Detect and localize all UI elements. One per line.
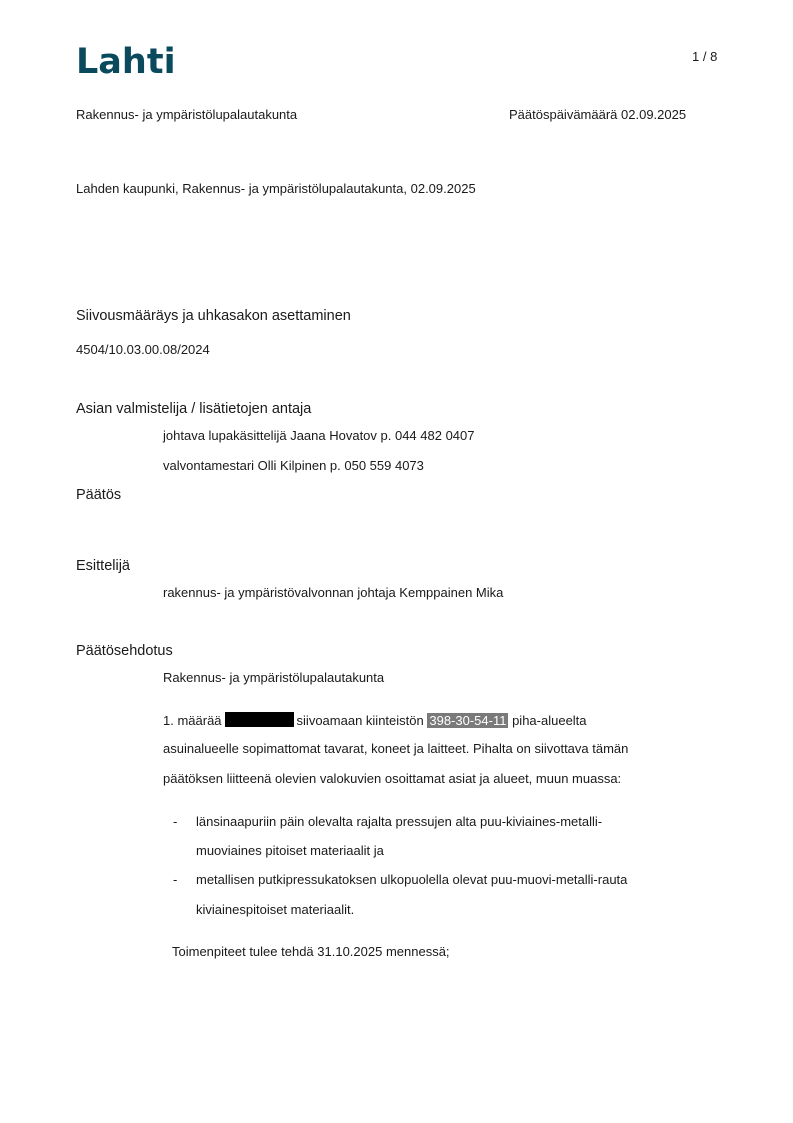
- redacted-name: [225, 712, 294, 727]
- preparer-2: valvontamestari Olli Kilpinen p. 050 559 4073: [163, 458, 424, 473]
- preparer-1: johtava lupakäsittelijä Jaana Hovatov p. 044 482 0407: [163, 428, 475, 443]
- preparer-heading: Asian valmistelija / lisätietojen antaja: [76, 401, 312, 417]
- presenter-heading: Esittelijä: [76, 558, 130, 574]
- record-number: 4504/10.03.00.08/2024: [76, 342, 210, 357]
- proposal-p1-start: 1. määrää: [163, 713, 222, 728]
- decision-heading: Päätös: [76, 487, 122, 503]
- proposal-paragraph-line-2: asuinalueelle sopimattomat tavarat, koneet ja laitteet. Pihalta on siivottava tämän: [163, 741, 629, 756]
- bullet-1-line-2: muoviaines pitoiset materiaalit ja: [196, 843, 384, 858]
- bullet-dash-1: -: [173, 814, 178, 829]
- bullet-2-line-1: metallisen putkipressukatoksen ulkopuolella olevat puu-muovi-metalli-rauta: [196, 872, 628, 887]
- page-number: 1 / 8: [692, 49, 718, 64]
- bullet-1-line-1: länsinaapuriin päin olevalta rajalta pressujen alta puu-kiviaines-metalli-: [196, 814, 603, 829]
- proposal-body-name: Rakennus- ja ympäristölupalautakunta: [163, 670, 385, 685]
- presenter-name: rakennus- ja ympäristövalvonnan johtaja Kemppainen Mika: [163, 585, 504, 600]
- meta-line: Lahden kaupunki, Rakennus- ja ympäristölupalautakunta, 02.09.2025: [76, 181, 476, 196]
- property-id-highlight: 398-30-54-11: [429, 713, 507, 728]
- deadline-text: Toimenpiteet tulee tehdä 31.10.2025 mennessä;: [172, 944, 450, 959]
- proposal-heading: Päätösehdotus: [76, 643, 173, 659]
- lahti-logo: Lahti: [76, 42, 176, 82]
- proposal-p1-end: piha-alueelta: [512, 713, 587, 728]
- decision-date: Päätöspäivämäärä 02.09.2025: [509, 107, 687, 122]
- document-title: Siivousmääräys ja uhkasakon asettaminen: [76, 308, 351, 324]
- proposal-p1-mid: siivoamaan kiinteistön: [296, 713, 424, 728]
- proposal-paragraph-line-1: [163, 712, 587, 728]
- bullet-dash-2: -: [173, 872, 178, 887]
- bullet-2-line-2: kiviainespitoiset materiaalit.: [196, 902, 355, 917]
- committee-name: Rakennus- ja ympäristölupalautakunta: [76, 107, 298, 122]
- proposal-paragraph-line-3: päätöksen liitteenä olevien valokuvien osoittamat asiat ja alueet, muun muassa:: [163, 771, 622, 786]
